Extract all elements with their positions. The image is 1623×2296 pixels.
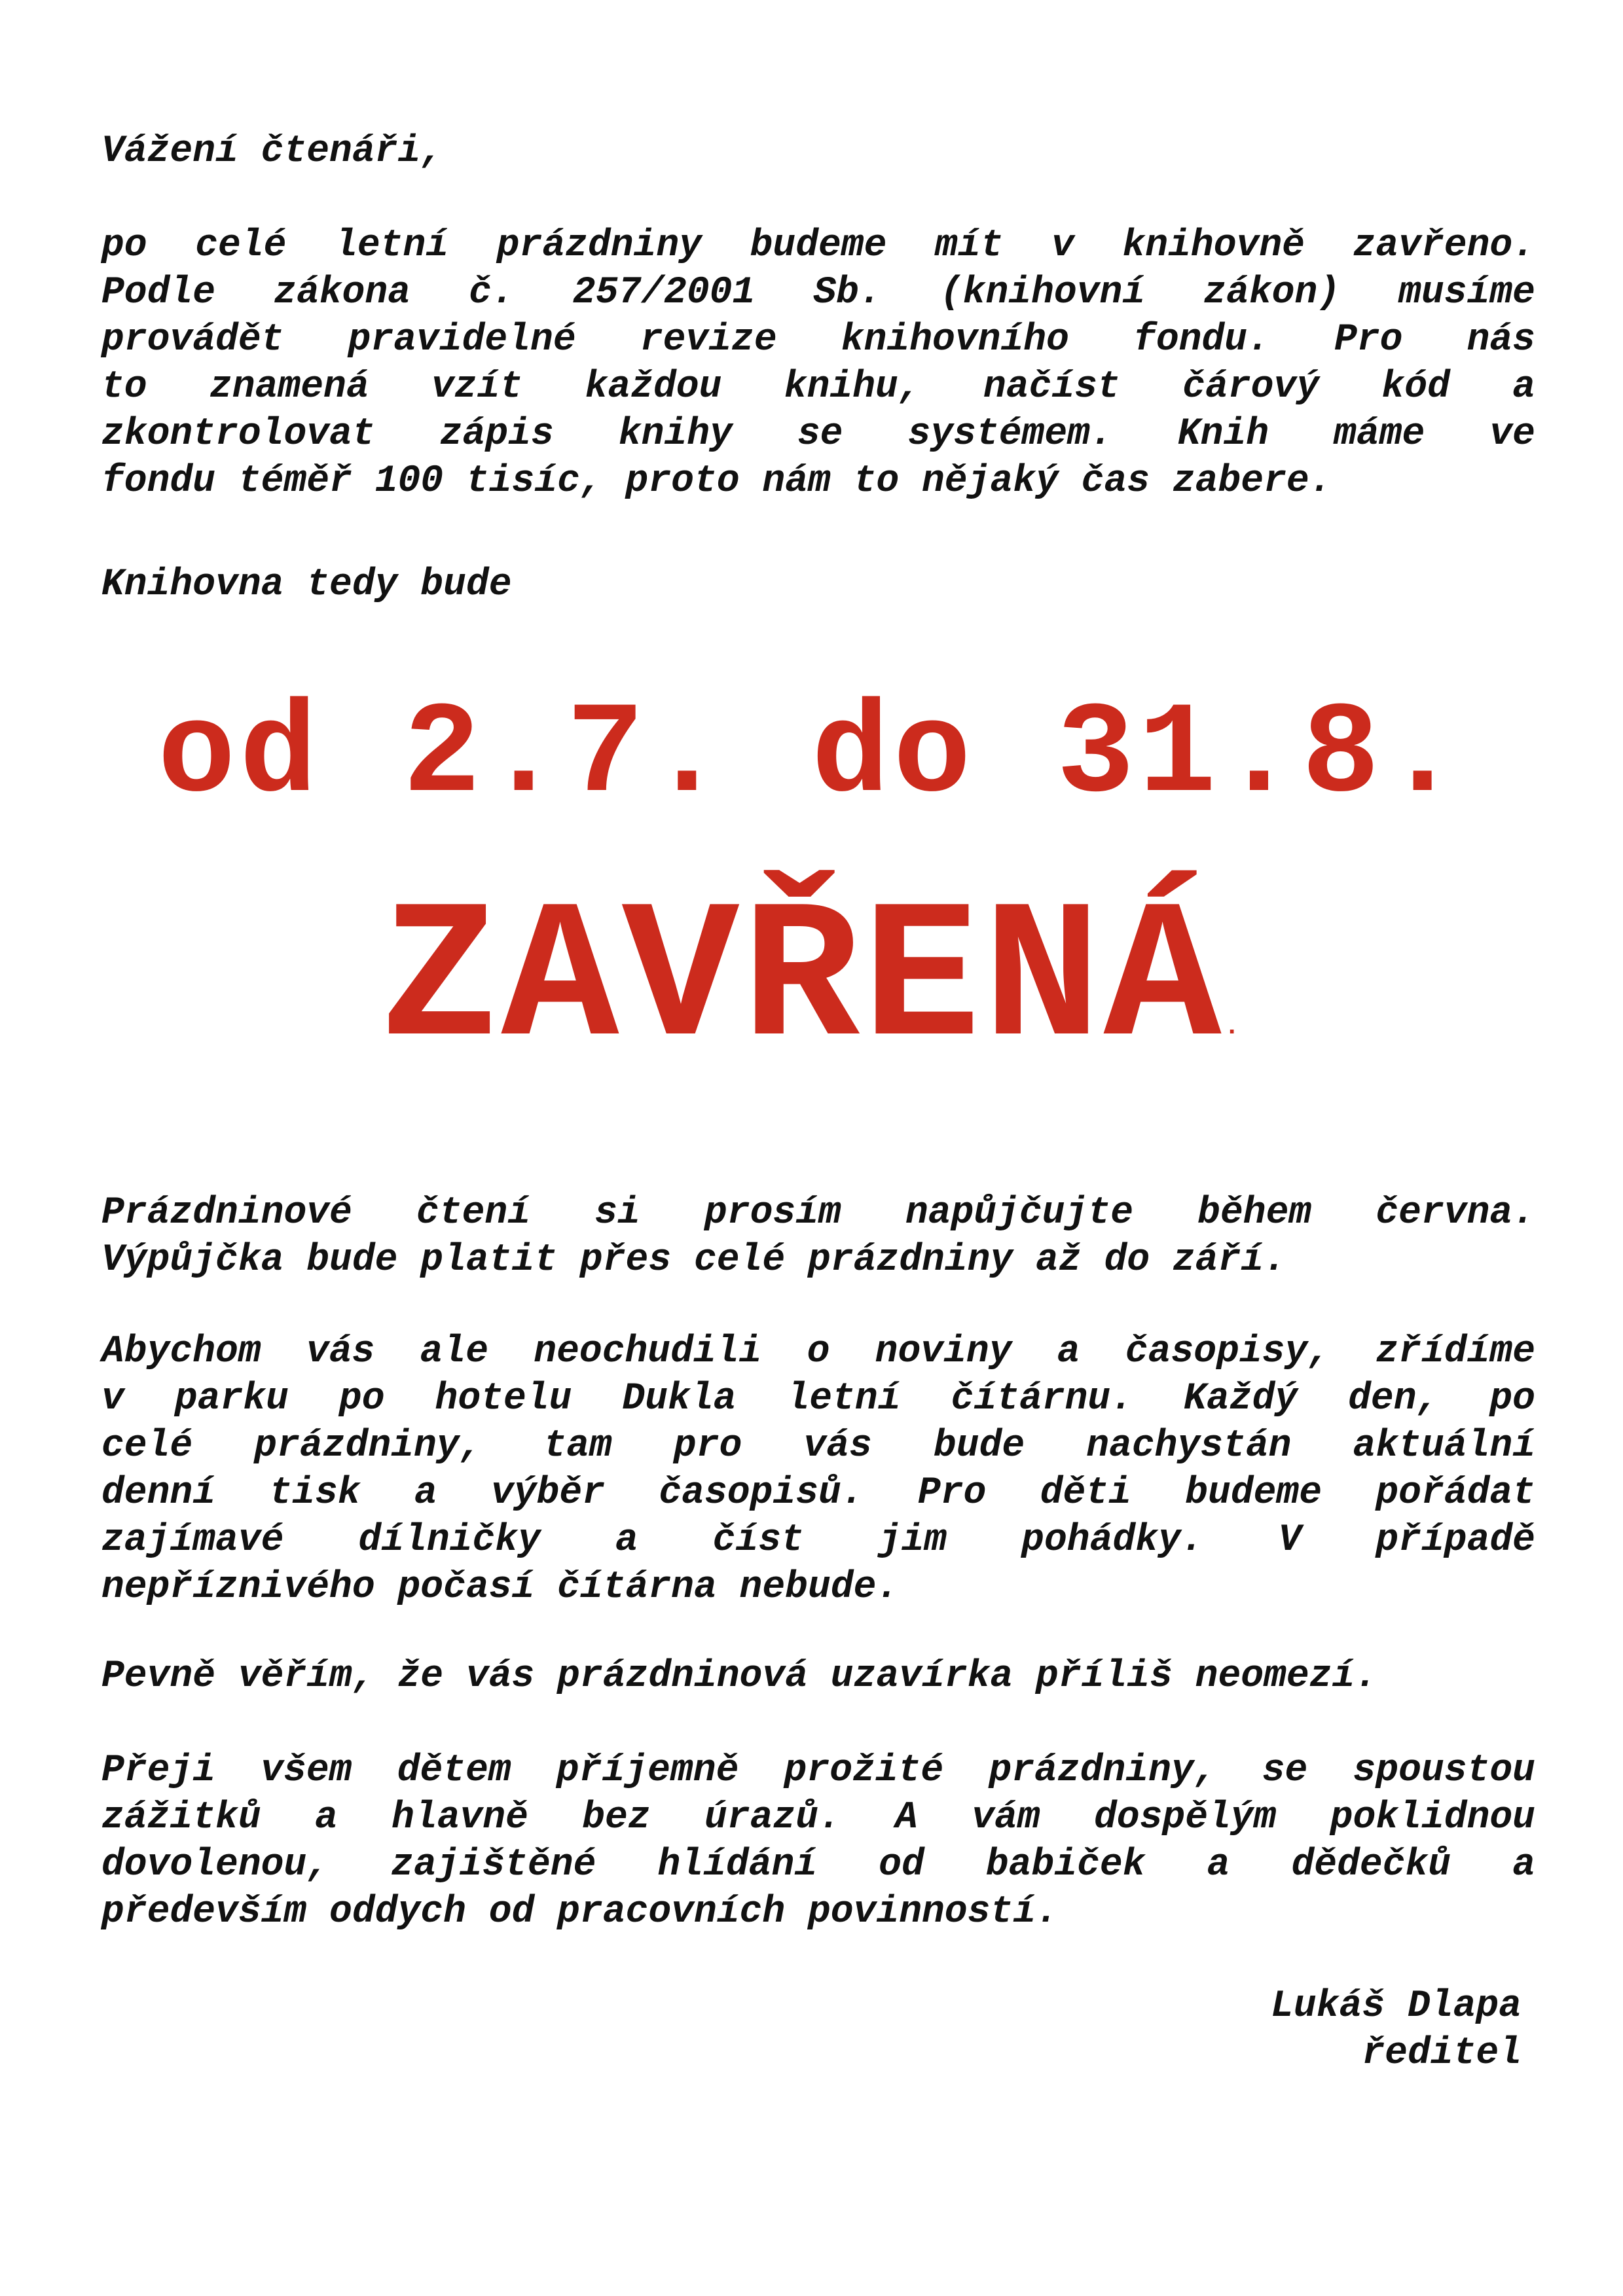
paragraph-line: Abychom vás ale neochudili o noviny a časopisy, zřídíme (101, 1331, 1535, 1373)
closed-banner (0, 870, 1623, 1139)
paragraph-closure-reason (101, 223, 1535, 505)
paragraph-line: provádět pravidelné revize knihovního fondu. Pro nás (101, 319, 1535, 361)
paragraph-wishes (101, 1748, 1535, 1936)
signature-name: Lukáš Dlapa (1271, 1985, 1522, 2028)
paragraph-line: Výpůjčka bude platit přes celé prázdniny až do září. (101, 1239, 1286, 1282)
paragraph-line: zážitků a hlavně bez úrazů. A vám dospělým poklidnou (101, 1797, 1535, 1839)
paragraph-line: Přeji všem dětem příjemně prožité prázdniny, se spoustou (101, 1749, 1535, 1792)
paragraph-line: dovolenou, zajištěné hlídání od babiček a dědečků a (101, 1844, 1535, 1886)
paragraph-intro-dates: Knihovna tedy bude (101, 564, 512, 606)
paragraph-line: denní tisk a výběr časopisů. Pro děti budeme pořádat (101, 1472, 1535, 1515)
paragraph-line: zkontrolovat zápis knihy se systémem. Knih máme ve (101, 413, 1535, 456)
closed-banner-word: ZAVŘENÁ (380, 870, 1224, 1093)
paragraph-reading-room (101, 1329, 1535, 1611)
paragraph-line: především oddych od pracovních povinností. (101, 1891, 1059, 1933)
paragraph-line: po celé letní prázdniny budeme mít v knihovně zavřeno. (101, 224, 1535, 267)
greeting: Vážení čtenáři, (101, 130, 444, 173)
paragraph-line: Prázdninové čtení si prosím napůjčujte během června. (101, 1192, 1535, 1234)
paragraph-line: zajímavé dílničky a číst jim pohádky. V případě (101, 1519, 1535, 1562)
paragraph-line: celé prázdniny, tam pro vás bude nachystán aktuální (101, 1425, 1535, 1467)
dates-banner: od 2.7. do 31.8. (157, 683, 1466, 829)
paragraph-summer-reading (101, 1190, 1535, 1284)
paragraph-line: fondu téměř 100 tisíc, proto nám to nějaký čas zabere. (101, 460, 1332, 503)
signature-title: ředitel (1362, 2032, 1522, 2075)
paragraph-line: v parku po hotelu Dukla letní čítárnu. Každý den, po (101, 1378, 1535, 1420)
paragraph-line: to znamená vzít každou knihu, načíst čárový kód a (101, 366, 1535, 408)
paragraph-hope: Pevně věřím, že vás prázdninová uzavírka příliš neomezí. (101, 1655, 1378, 1698)
paragraph-line: Podle zákona č. 257/2001 Sb. (knihovní zákon) musíme (101, 272, 1535, 314)
paragraph-line: nepříznivého počasí čítárna nebude. (101, 1566, 900, 1609)
closed-banner-dot: . (1224, 1013, 1243, 1042)
signature-block (1271, 1983, 1522, 2077)
